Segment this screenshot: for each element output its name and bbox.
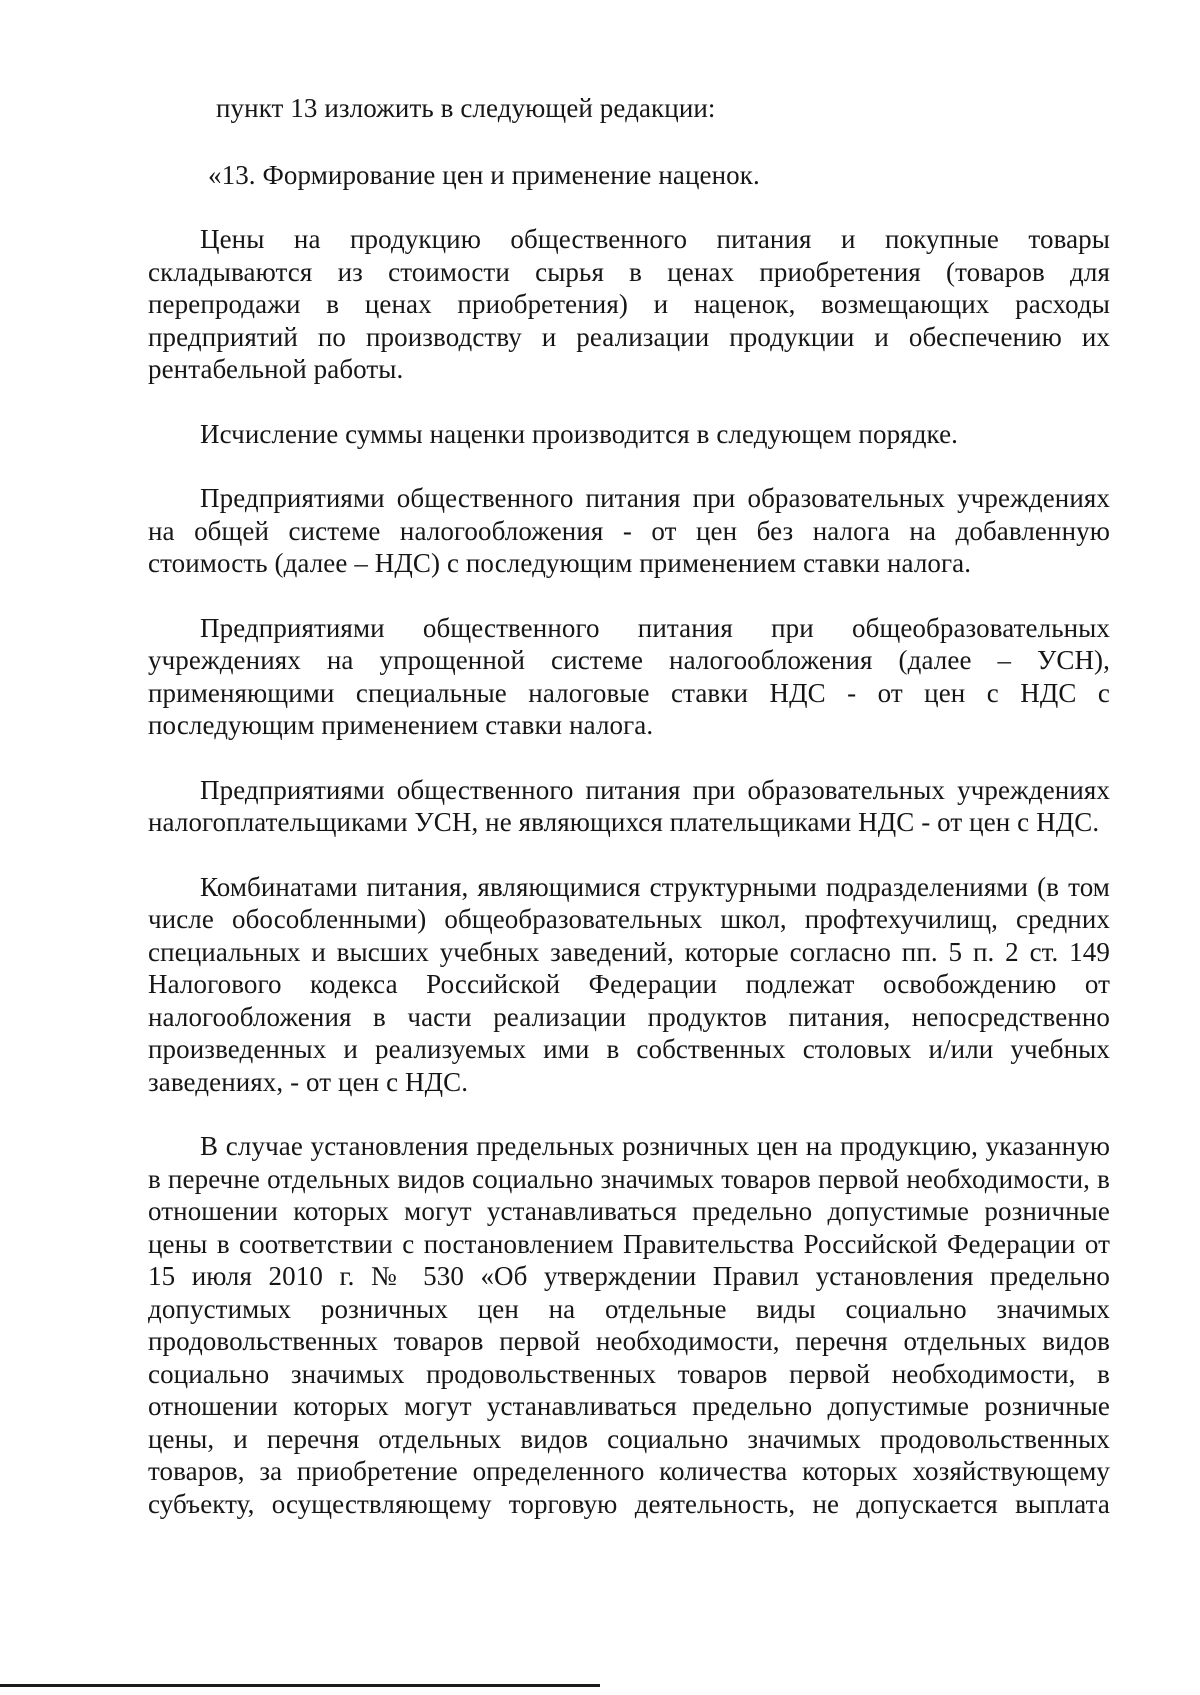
paragraph-simplified-tax-vat: Предприятиями общественного питания при общеобразовательных учреждениях на упрощенной системе налогообложения (далее – УСН), применяющими специальные налоговые ставки НДС - от цен с НДС с последующим применением ставки налога. [148, 612, 1110, 740]
document-body [148, 92, 1110, 1520]
paragraph-prices-composition: Цены на продукцию общественного питания и покупные товары складываются из стоимости сырья в ценах приобретения (товаров для перепродажи в ценах приобретения) и наценок, возмещающих расходы предприятий по производству и реализации продукции и обеспечению их рентабельной работы. [148, 224, 1110, 384]
intro-line: пункт 13 изложить в следующей редакции: [216, 93, 716, 123]
paragraph-retail-price-limits: В случае установления предельных розничных цен на продукцию, указанную в перечне отдельных видов социально значимых товаров первой необходимости, в отношении которых могут устанавливаться предельно допустимые розничные цены в соответствии с постановлением Правительства Российской Федерации от 15 июля 2010 г. № 530 «Об утверждении Правил установления предельно допустимых розничных цен на отдельные виды социально значимых продовольственных товаров первой необходимости, перечня отдельных видов социально значимых продовольственных товаров первой необходимости, в отношении которых могут устанавливаться предельно допустимые розничные цены, и перечня отдельных видов социально значимых продовольственных товаров, за приобретение определенного количества которых хозяйствующему субъекту, осуществляющему торговую деятельность, не допускается выплата [148, 1131, 1110, 1519]
section-heading: «13. Формирование цен и применение наценок. [208, 159, 760, 190]
paragraph-general-tax-system: Предприятиями общественного питания при образовательных учреждениях на общей системе налогообложения - от цен без налога на добавленную стоимость (далее – НДС) с последующим применением ставки налога. [148, 483, 1110, 578]
paragraph-food-combines: Комбинатами питания, являющимися структурными подразделениями (в том числе обособленными) общеобразовательных школ, профтехучилищ, средних специальных и высших учебных заведений, которые согласно пп. 5 п. 2 ст. 149 Налогового кодекса Российской Федерации подлежат освобождению от налогообложения в части реализации продуктов питания, непосредственно произведенных и реализуемых ими в собственных столовых и/или учебных заведениях, - от цен с НДС. [148, 871, 1110, 1097]
paragraph-markup-order: Исчисление суммы наценки производится в следующем порядке. [200, 418, 959, 449]
bottom-divider-line [0, 1684, 600, 1687]
paragraph-simplified-tax-no-vat: Предприятиями общественного питания при образовательных учреждениях налогоплательщиками УСН, не являющихся плательщиками НДС - от цен с НДС. [148, 774, 1110, 837]
